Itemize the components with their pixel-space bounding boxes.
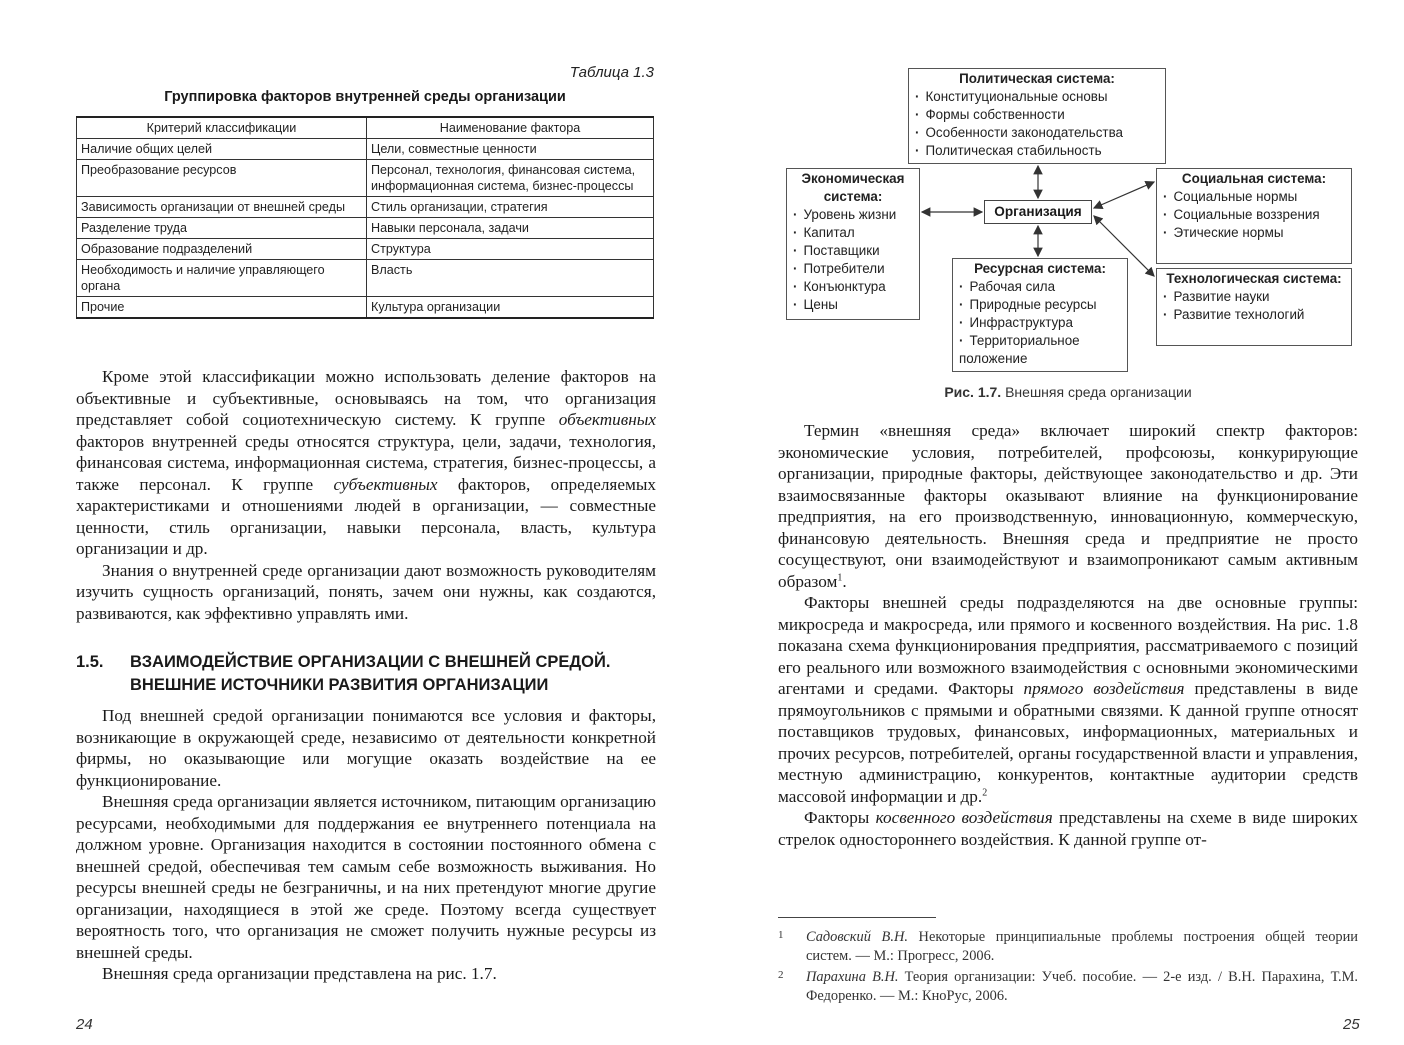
box-item: · Социальные нормы — [1163, 188, 1345, 206]
paragraph: Знания о внутренней среде организации дают возможность руководителям изучить сущность организаций, понять, зачем они нужны, как создаются, развиваются, как эффективно управлять ими. — [76, 560, 656, 623]
figure-caption — [778, 384, 1358, 400]
box-item: · Инфраструктура — [959, 314, 1121, 332]
footnote-divider — [778, 917, 936, 918]
box-item: · Развитие технологий — [1163, 306, 1345, 324]
footnote-text: Теория организации: Учеб. пособие. — 2-е изд. / В.Н. Парахина, Т.М. Федоренко. — М.: КноРус, 2006. — [806, 969, 1359, 1004]
footnote — [778, 968, 1358, 1006]
economic-system-box — [786, 168, 920, 320]
section-number: 1.5. — [76, 653, 104, 671]
box-item: · Этические нормы — [1163, 224, 1345, 242]
social-system-box — [1156, 168, 1352, 264]
page-number-right: 25 — [1343, 1016, 1360, 1033]
text-run: представлены на схеме в виде широких стрелок одностороннего воздействия. К данной группе от- — [778, 808, 1358, 849]
caption-label: Рис. 1.7. — [944, 384, 1002, 400]
paragraph: Внешняя среда организации является источником, питающим организацию ресурсами, необходимыми для поддержания ее внутреннего потенциала на должном уровне. Организация находится в состоянии постоянного обмена с внешней средой, обеспечивая тем самым себе возможность выживания. Но ресурсы внешней среды не безграничны, и на них претендуют многие другие организации, находящиеся в этой же среде. Поэтому всегда существует вероятность того, что организация не сможет получить нужные ресурсы из внешней среды. — [76, 792, 656, 962]
box-item: · Капитал — [793, 224, 913, 242]
box-item: · Конституциональные основы — [915, 88, 1159, 106]
section-title: ВЗАИМОДЕЙСТВИЕ ОРГАНИЗАЦИИ С ВНЕШНЕЙ СРЕДОЙ. ВНЕШНИЕ ИСТОЧНИКИ РАЗВИТИЯ ОРГАНИЗАЦИИ — [130, 653, 611, 694]
table-cell: Культура организации — [367, 297, 654, 319]
table-cell: Образование подразделений — [77, 239, 367, 260]
box-item: · Конъюнктура — [793, 278, 913, 296]
paragraph: Под внешней средой организации понимаются все условия и факторы, возникающие в окружающей среде, независимо от деятельности конкретной фирмы, но оказывающие или могущие оказать воздействие на ее функционирование. — [76, 706, 656, 790]
table-number: Таблица 1.3 — [569, 64, 654, 81]
box-title: Политическая система: — [959, 71, 1115, 86]
box-title: Социальная система: — [1181, 171, 1327, 186]
caption-text: Внешняя среда организации — [1005, 384, 1192, 400]
table-cell: Стиль организации, стратегия — [367, 197, 654, 218]
text-run: факторов, определяемых характеристиками и отношениями людей в организации, — совместные ценности, стиль организации, навыки персонала, власть, культура организации и др. — [76, 474, 656, 558]
box-item: · Политическая стабильность — [915, 142, 1159, 160]
table-cell: Прочие — [77, 297, 367, 319]
table-cell: Разделение труда — [77, 218, 367, 239]
box-item: · Социальные воззрения — [1163, 206, 1345, 224]
table-title: Группировка факторов внутренней среды организации — [164, 89, 566, 105]
text-run: Факторы внешней среды подразделяются на две основные группы: микросреда и макросреда, или прямого и косвенного воздействия. На рис. 1.8 показана схема функционирования предприятия, рассматриваемого с позиций его реального или возможного взаимодействия с основными экономическими агентами и средами. Факторы — [778, 593, 1358, 698]
text-run: Факторы — [804, 808, 876, 827]
left-text-bottom — [76, 705, 656, 985]
table-cell: Структура — [367, 239, 654, 260]
text-run: Кроме этой классификации можно использовать деление факторов на объективные и субъективные, основываясь на том, что организация представляет собой социотехническую систему. К группе — [76, 367, 656, 429]
box-item: · Уровень жизни — [793, 206, 913, 224]
box-item: · Рабочая сила — [959, 278, 1121, 296]
box-item: · Развитие науки — [1163, 288, 1345, 306]
box-item: · Территориальное положение — [959, 332, 1121, 368]
box-item: · Формы собственности — [915, 106, 1159, 124]
paragraph: Внешняя среда организации представлена на рис. 1.7. — [102, 964, 497, 983]
footnote — [778, 928, 1358, 966]
text-run: Термин «внешняя среда» включает широкий спектр факторов: экономические условия, потребителей, профсоюзы, конкурирующие организации, природные факторы, действующее законодательство и др. Эти взаимосвязанные факторы оказывают влияние на функционирование предприятия, на его производственную, инновационную, коммерческую, финансовую деятельность. Внешняя среда и предприятие не просто сосуществуют, они взаимодействуют и взаимопроникают самым активным образом — [778, 421, 1358, 591]
right-text — [778, 420, 1358, 850]
table-cell: Цели, совместные ценности — [367, 139, 654, 160]
paragraph — [778, 807, 1358, 850]
resource-system-box — [952, 258, 1128, 372]
table-cell: Персонал, технология, финансовая система, информационная система, бизнес-процессы — [367, 160, 654, 197]
table-cell: Необходимость и наличие управляющего органа — [77, 260, 367, 297]
paragraph: Термин «внешняя среда» включает широкий спектр факторов: экономические условия, потребителей, профсоюзы, конкурирующие организации, природные факторы, действующее законодательство и др. Эти взаимосвязанные факторы оказывают влияние на функционирование предприятия, на его производственную, инновационную, коммерческую, финансовую деятельность. Внешняя среда и предприятие не просто сосуществуют, они взаимодействуют и взаимопроникают самым активным образом$^1$. — [778, 421, 1358, 591]
footnote-text: Некоторые принципиальные проблемы построения общей теории систем. — М.: Прогресс, 2006. — [806, 929, 1358, 964]
table-header-cell: Критерий классификации — [77, 117, 367, 139]
footnote-ref: 1 — [837, 571, 843, 583]
table-cell: Наличие общих целей — [77, 139, 367, 160]
box-title: Экономическая система: — [801, 171, 905, 204]
footnotes — [778, 928, 1358, 1008]
italic-term: объективных — [558, 410, 656, 429]
footnote-author: Садовский В.Н. — [806, 929, 908, 945]
italic-term: субъективных — [333, 474, 438, 494]
technological-system-box — [1156, 268, 1352, 346]
box-item: · Потребители — [793, 260, 913, 278]
footnote-mark: 1 — [778, 929, 784, 941]
arrow-social-org — [1094, 182, 1154, 208]
box-title: Технологическая система: — [1166, 271, 1342, 286]
table-cell: Навыки персонала, задачи — [367, 218, 654, 239]
box-title: Ресурсная система: — [974, 261, 1106, 276]
text-run: факторов внутренней среды относятся структура, цели, задачи, технология, финансовая система, информационная система, стратегия, бизнес-процессы, а также персонал. К группе — [76, 431, 656, 494]
table-cell: Власть — [367, 260, 654, 297]
organization-box: Организация — [984, 200, 1092, 224]
political-system-box — [908, 68, 1166, 164]
box-item: · Особенности законодательства — [915, 124, 1159, 142]
text-run: представлены в виде прямоугольников с прямыми и обратными связями. К данной группе относят поставщиков трудовых, финансовых, информационных, материальных и прочих ресурсов, потребителей, органы государственной власти и управления, местную администрацию, конкурентов, контактные аудитории средств массовой информации и др. — [778, 679, 1359, 806]
footnote-author: Парахина В.Н. — [806, 969, 899, 985]
italic-term: прямого воздействия — [1023, 679, 1185, 698]
footnote-ref: 2 — [982, 786, 988, 798]
box-item: · Поставщики — [793, 242, 913, 260]
paragraph — [778, 592, 1358, 807]
box-item: · Природные ресурсы — [959, 296, 1121, 314]
footnote-mark: 2 — [778, 969, 784, 981]
table-header-cell: Наименование фактора — [367, 117, 654, 139]
table-cell: Зависимость организации от внешней среды — [77, 197, 367, 218]
box-item: · Цены — [793, 296, 913, 314]
italic-term: косвенного воздействия — [875, 808, 1053, 827]
table-cell: Преобразование ресурсов — [77, 160, 367, 197]
page-number-left: 24 — [76, 1016, 93, 1033]
